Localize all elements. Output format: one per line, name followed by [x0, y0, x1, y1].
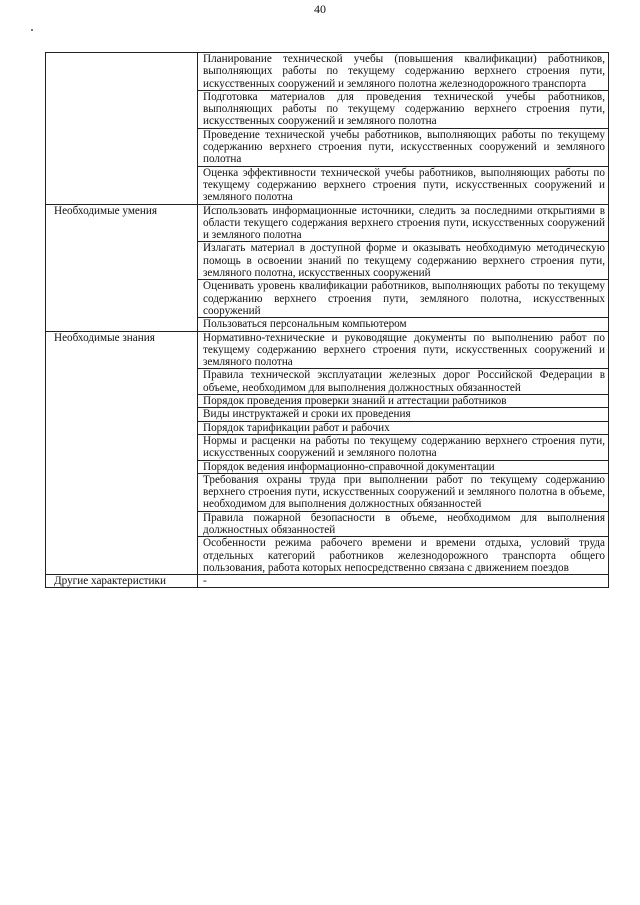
row-text: Подготовка материалов для проведения технической учебы работников, выполняющих работы по текущему содержанию верхнего строения пути, искусственных сооружений и земляного полотна	[198, 90, 609, 128]
section-label-other: Другие характеристики	[46, 575, 198, 588]
row-text: Оценка эффективности технической учебы работников, выполняющих работы по текущему содержанию верхнего строения пути, искусственных сооружений и земляного полотна	[198, 166, 609, 204]
row-label	[46, 53, 198, 205]
row-text: Проведение технической учебы работников, выполняющих работы по текущему содержанию верхнего строения пути, искусственных сооружений и земляного полотна	[198, 128, 609, 166]
row-text: Правила технической эксплуатации железных дорог Российской Федерации в объеме, необходимом для выполнения должностных обязанностей	[198, 369, 609, 395]
section-label-knowledge: Необходимые знания	[46, 331, 198, 575]
row-text: Нормативно-технические и руководящие документы по выполнению работ по текущему содержанию верхнего строения пути, искусственных сооружений и земляного полотна	[198, 331, 609, 369]
section-label-skills: Необходимые умения	[46, 204, 198, 331]
row-text: Правила пожарной безопасности в объеме, необходимом для выполнения должностных обязанностей	[198, 511, 609, 537]
row-text: Порядок проведения проверки знаний и аттестации работников	[198, 395, 609, 408]
qualification-table	[45, 52, 609, 588]
row-text: Порядок ведения информационно-справочной документации	[198, 460, 609, 473]
table-row	[46, 204, 609, 242]
row-text: Порядок тарификации работ и рабочих	[198, 421, 609, 434]
table-row	[46, 331, 609, 369]
row-text: Пользоваться персональным компьютером	[198, 318, 609, 331]
row-text: Особенности режима рабочего времени и времени отдыха, условий труда отдельных категорий работников железнодорожного транспорта общего пользования, работа которых непосредственно связана с движением поездов	[198, 537, 609, 575]
row-text: Излагать материал в доступной форме и оказывать необходимую методическую помощь в освоении знаний по текущему содержанию верхнего строения пути, земляного полотна, искусственных сооружений	[198, 242, 609, 280]
row-text: Требования охраны труда при выполнении работ по текущему содержанию верхнего строения пути, искусственных сооружений и земляного полотна в объеме, необходимом для выполнения должностных обязанностей	[198, 473, 609, 511]
row-text: Виды инструктажей и сроки их проведения	[198, 408, 609, 421]
table-row	[46, 575, 609, 588]
page-number: 40	[314, 2, 326, 16]
row-text: Планирование технической учебы (повышения квалификации) работников, выполняющих работы по текущему содержанию верхнего строения пути, искусственных сооружений и земляного полотна железнодорожного транспорта	[198, 53, 609, 91]
row-text: Использовать информационные источники, следить за последними открытиями в области текущего содержания верхнего строения пути, искусственных сооружений и земляного полотна	[198, 204, 609, 242]
row-text: Оценивать уровень квалификации работников, выполняющих работы по текущему содержанию верхнего строения пути, земляного полотна, искусственных сооружений	[198, 280, 609, 318]
table-row	[46, 53, 609, 91]
row-text: -	[198, 575, 609, 588]
row-text: Нормы и расценки на работы по текущему содержанию верхнего строения пути, искусственных сооружений и земляного полотна	[198, 434, 609, 460]
scan-artifact	[31, 29, 33, 31]
